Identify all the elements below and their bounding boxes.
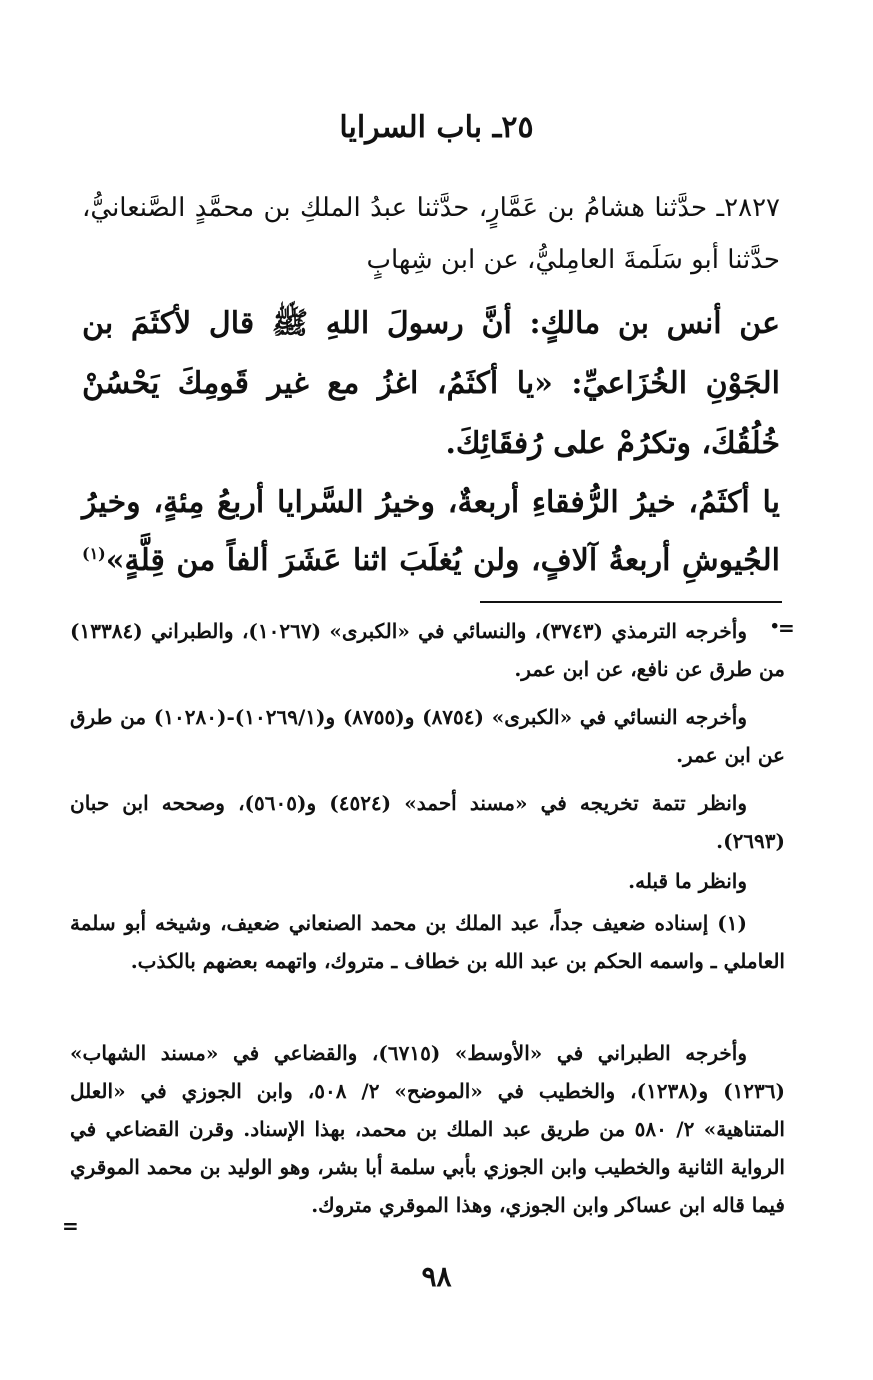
footnote-paragraph-5: (١) إسناده ضعيف جداً، عبد الملك بن محمد الصنعاني ضعيف، وشيخه أبو سلمة العاملي ـ واسمه الحكم بن عبد الله بن خطاف ـ متروك، واتهمه بعضهم بالكذب. bbox=[70, 911, 785, 973]
hadith-end-mark: . bbox=[769, 601, 780, 636]
chapter-title: ٢٥ـ باب السرايا bbox=[339, 110, 534, 145]
footnote-divider bbox=[480, 601, 782, 603]
footnote-paragraph-6: وأخرجه الطبراني في «الأوسط» (٦٧١٥)، والقضاعي في «مسند الشهاب» (١٢٣٦) و(١٢٣٨)، والخطيب في «الموضح» ٢/ ٥٠٨، وابن الجوزي في «العلل المتناهية» ٢/ ٥٨٠ من طريق عبد الملك بن محمد، بهذا الإسناد. وقرن القضاعي في الرواية الثانية والخطيب وابن الجوزي بأبي سلمة أبا بشر، وهو الوليد بن محمد الموقري فيما قاله ابن عساكر وابن الجوزي، وهذا الموقري متروك. bbox=[70, 1041, 785, 1217]
continuation-mark-top: = bbox=[778, 616, 795, 640]
footnote-paragraph-4: وانظر ما قبله. bbox=[628, 869, 747, 893]
footnote-paragraph-1: وأخرجه الترمذي (٣٧٤٣)، والنسائي في «الكبرى» (١٠٢٦٧)، والطبراني (١٣٣٨٤) من طرق عن نافع، عن ابن عمر. bbox=[70, 619, 785, 681]
hadith-matn-first: عن أنس بن مالكٍ: أنَّ رسولَ اللهِ ﷺ قال لأكثَمَ بن الجَوْنِ الخُزَاعيِّ: «يا أكثَمُ، اغزُ مع غير قَومِكَ يَحْسُنْ خُلُقُكَ، وتكرُمْ على رُفقَائِكَ. bbox=[82, 306, 780, 461]
hadith-matn-second-text: يا أكثَمُ، خيرُ الرُّفقاءِ أربعةٌ، وخيرُ السَّرايا أربعُ مِئةٍ، وخيرُ الجُيوشِ أربعةُ آلافٍ، ولن يُغلَبَ اثنا عَشَرَ ألفاً من قِلَّةٍ» bbox=[82, 485, 780, 578]
footnote-paragraph-3: وانظر تتمة تخريجه في «مسند أحمد» (٤٥٢٤) و(٥٦٠٥)، وصححه ابن حبان (٢٦٩٣). bbox=[70, 791, 785, 853]
footnote-paragraph-2: وأخرجه النسائي في «الكبرى» (٨٧٥٤) و(٨٧٥٥) و(١٠٢٦٩/١)-(١٠٢٨٠) من طرق عن ابن عمر. bbox=[70, 705, 785, 767]
page-number: ٩٨ bbox=[421, 1260, 452, 1293]
continuation-mark-bottom: = bbox=[62, 1214, 79, 1238]
hadith-isnad: ٢٨٢٧ـ حدَّثنا هشامُ بن عَمَّارٍ، حدَّثنا عبدُ الملكِ بن محمَّدٍ الصَّنعانيُّ، حدَّثنا أبو سَلَمةَ العامِليُّ، عن ابن شِهابٍ bbox=[82, 193, 780, 275]
footnote-reference: (١) bbox=[82, 544, 106, 563]
